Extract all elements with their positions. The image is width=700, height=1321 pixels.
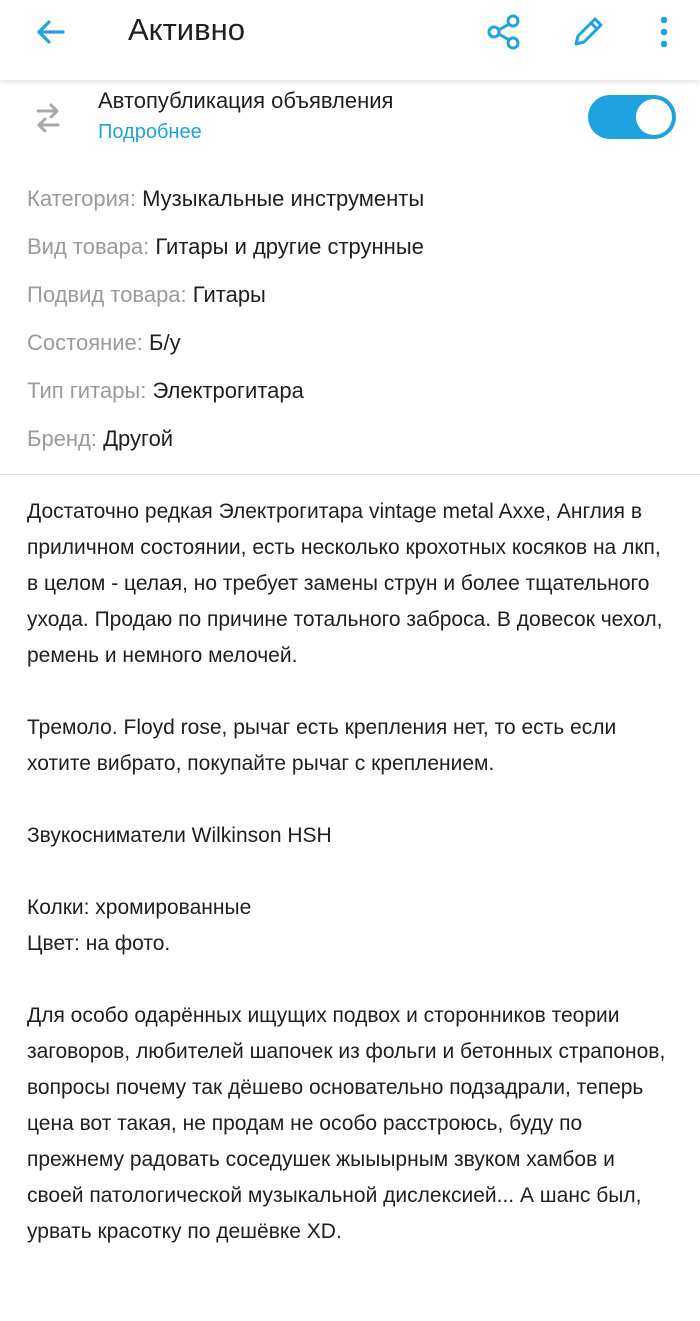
description-paragraph: Тремоло. Floyd rose, рычаг есть крепления нет, то есть если хотите вибрато, покупайте рычаг с креплением.	[27, 716, 617, 775]
autopublish-more-link[interactable]: Подробнее	[98, 121, 202, 143]
property-label: Тип гитары:	[27, 378, 147, 403]
property-item-subtype	[27, 274, 677, 322]
arrow-left-icon	[32, 14, 68, 50]
edit-button[interactable]	[564, 8, 612, 56]
description-paragraph: Звукосниматели Wilkinson HSH	[27, 824, 332, 847]
property-condition	[27, 322, 677, 370]
sync-arrows-icon	[30, 98, 66, 138]
properties-list	[27, 178, 677, 466]
share-icon	[485, 13, 523, 51]
property-brand	[27, 418, 677, 466]
more-vertical-icon	[658, 14, 670, 50]
autopublish-title: Автопубликация объявления	[98, 88, 394, 113]
app-bar	[0, 0, 700, 80]
property-value: Гитары	[192, 282, 266, 307]
divider	[0, 474, 700, 475]
property-label: Категория:	[27, 186, 136, 211]
description-paragraph: Колки: хромированные Цвет: на фото.	[27, 896, 252, 955]
back-button[interactable]	[22, 8, 78, 56]
property-guitar-type	[27, 370, 677, 418]
toggle-knob	[636, 99, 672, 135]
autopublish-toggle[interactable]	[588, 95, 676, 139]
share-button[interactable]	[480, 8, 528, 56]
property-value: Другой	[103, 426, 174, 451]
property-label: Состояние:	[27, 330, 143, 355]
property-value: Б/у	[149, 330, 181, 355]
property-value: Музыкальные инструменты	[142, 186, 425, 211]
property-label: Бренд:	[27, 426, 98, 451]
description-paragraph: Достаточно редкая Электрогитара vintage metal Axxe, Англия в приличном состоянии, есть несколько крохотных косяков на лкп, в целом - целая, но требует замены струн и более тщательного ухода. Продаю по причине тотального заброса. В довесок чехол, ремень и немного мелочей.	[27, 500, 663, 667]
pencil-icon	[569, 13, 607, 51]
property-value: Гитары и другие струнные	[155, 234, 424, 259]
page-title: Активно	[128, 12, 245, 47]
property-label: Вид товара:	[27, 234, 150, 259]
autopublish-row	[0, 80, 700, 166]
property-item-type	[27, 226, 677, 274]
property-label: Подвид товара:	[27, 282, 187, 307]
more-options-button[interactable]	[640, 8, 688, 56]
property-value: Электрогитара	[152, 378, 304, 403]
description	[27, 494, 677, 1250]
description-paragraph: Для особо одарённых ищущих подвох и сторонников теории заговоров, любителей шапочек из фольги и бетонных страпонов, вопросы почему так дёшево основательно подзадрали, теперь цена вот такая, не продам не особо расстроюсь, буду по прежнему радовать соседушек жыыырным звуком хамбов и своей патологической музыкальной дислексией... А шанс был, урвать красотку по дешёвке XD.	[27, 1004, 666, 1243]
property-category	[27, 178, 677, 226]
